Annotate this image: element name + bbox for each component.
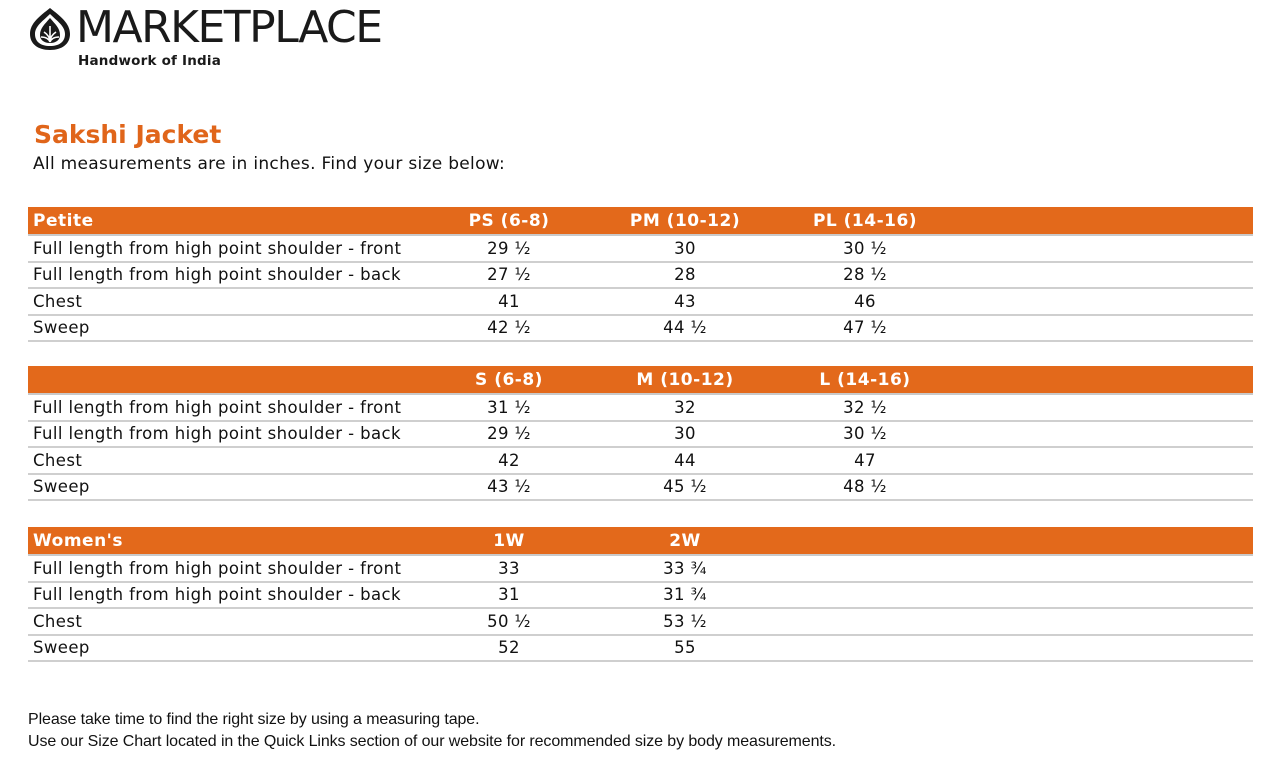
measurement-value: 50 ½ — [423, 608, 595, 635]
row-spacer — [955, 262, 1253, 289]
row-spacer — [955, 635, 1253, 662]
size-group-label: Women's — [28, 527, 423, 555]
size-column-header: 2W — [595, 527, 775, 555]
row-spacer — [955, 582, 1253, 609]
measurement-value: 30 ½ — [775, 235, 955, 262]
row-spacer — [955, 315, 1253, 342]
table-row — [28, 315, 1253, 342]
row-spacer — [955, 394, 1253, 421]
size-column-header: M (10-12) — [595, 366, 775, 394]
row-spacer — [955, 474, 1253, 501]
size-column-header: PM (10-12) — [595, 207, 775, 235]
measurement-value: 28 ½ — [775, 262, 955, 289]
measurement-label: Full length from high point shoulder - front — [28, 394, 423, 421]
measurement-value: 48 ½ — [775, 474, 955, 501]
measurement-label: Full length from high point shoulder - back — [28, 262, 423, 289]
table-row — [28, 555, 1253, 582]
note-line: Please take time to find the right size by using a measuring tape. — [28, 711, 480, 728]
measurement-value: 29 ½ — [423, 421, 595, 448]
table-row — [28, 582, 1253, 609]
size-table-womens — [28, 527, 1253, 662]
header-spacer — [955, 207, 1253, 235]
measurement-value: 43 ½ — [423, 474, 595, 501]
measurement-value: 31 ¾ — [595, 582, 775, 609]
measurement-value — [775, 608, 955, 635]
table-header-row — [28, 207, 1253, 235]
measurement-label: Chest — [28, 288, 423, 315]
table-row — [28, 421, 1253, 448]
row-spacer — [955, 288, 1253, 315]
measurement-value: 55 — [595, 635, 775, 662]
measurement-value: 30 — [595, 421, 775, 448]
measurement-value: 46 — [775, 288, 955, 315]
measurement-label: Sweep — [28, 474, 423, 501]
table-row — [28, 635, 1253, 662]
page-title: Sakshi Jacket — [34, 120, 222, 149]
measurement-value: 42 — [423, 447, 595, 474]
measurement-label: Sweep — [28, 635, 423, 662]
table-row — [28, 262, 1253, 289]
measurement-value: 53 ½ — [595, 608, 775, 635]
table-header-row — [28, 366, 1253, 394]
row-spacer — [955, 421, 1253, 448]
table-row — [28, 394, 1253, 421]
row-spacer — [955, 555, 1253, 582]
measurement-value: 32 — [595, 394, 775, 421]
measurement-value: 31 — [423, 582, 595, 609]
measurement-label: Sweep — [28, 315, 423, 342]
size-column-header: S (6-8) — [423, 366, 595, 394]
size-notes — [28, 709, 836, 753]
measurement-value: 45 ½ — [595, 474, 775, 501]
note-line: Use our Size Chart located in the Quick Links section of our website for recommended size by body measurements. — [28, 733, 836, 750]
measurement-value: 44 — [595, 447, 775, 474]
measurement-value: 27 ½ — [423, 262, 595, 289]
measurement-value — [775, 635, 955, 662]
size-table-petite — [28, 207, 1253, 342]
measurement-label: Full length from high point shoulder - front — [28, 235, 423, 262]
table-row — [28, 235, 1253, 262]
measurement-value: 43 — [595, 288, 775, 315]
table-row — [28, 447, 1253, 474]
measurement-value: 47 ½ — [775, 315, 955, 342]
table-row — [28, 608, 1253, 635]
measurement-value: 47 — [775, 447, 955, 474]
row-spacer — [955, 235, 1253, 262]
size-column-header: 1W — [423, 527, 595, 555]
table-row — [28, 474, 1253, 501]
measurement-value — [775, 582, 955, 609]
table-header-row — [28, 527, 1253, 555]
brand-name: MARKETPLACE — [76, 2, 382, 53]
measurement-value: 29 ½ — [423, 235, 595, 262]
measurement-label: Full length from high point shoulder - front — [28, 555, 423, 582]
measurement-value: 44 ½ — [595, 315, 775, 342]
measurement-label: Full length from high point shoulder - back — [28, 582, 423, 609]
measurement-value: 32 ½ — [775, 394, 955, 421]
measurement-value: 33 — [423, 555, 595, 582]
measurement-value: 31 ½ — [423, 394, 595, 421]
measurement-value: 28 — [595, 262, 775, 289]
header-spacer — [955, 527, 1253, 555]
row-spacer — [955, 608, 1253, 635]
measurement-label: Full length from high point shoulder - back — [28, 421, 423, 448]
measurement-value — [775, 555, 955, 582]
size-column-header: PS (6-8) — [423, 207, 595, 235]
measurement-value: 41 — [423, 288, 595, 315]
row-spacer — [955, 447, 1253, 474]
measurement-label: Chest — [28, 608, 423, 635]
brand-logo — [28, 2, 408, 72]
page-subtitle: All measurements are in inches. Find your size below: — [33, 154, 506, 174]
measurement-value: 42 ½ — [423, 315, 595, 342]
measurement-label: Chest — [28, 447, 423, 474]
table-row — [28, 288, 1253, 315]
size-column-header — [775, 527, 955, 555]
measurement-value: 30 ½ — [775, 421, 955, 448]
size-group-label: Petite — [28, 207, 423, 235]
leaf-emblem-icon — [28, 6, 72, 52]
size-table-regular — [28, 366, 1253, 501]
header-spacer — [955, 366, 1253, 394]
brand-tagline: Handwork of India — [78, 53, 222, 69]
size-column-header: PL (14-16) — [775, 207, 955, 235]
size-column-header: L (14-16) — [775, 366, 955, 394]
measurement-value: 52 — [423, 635, 595, 662]
measurement-value: 30 — [595, 235, 775, 262]
size-group-label — [28, 366, 423, 394]
measurement-value: 33 ¾ — [595, 555, 775, 582]
